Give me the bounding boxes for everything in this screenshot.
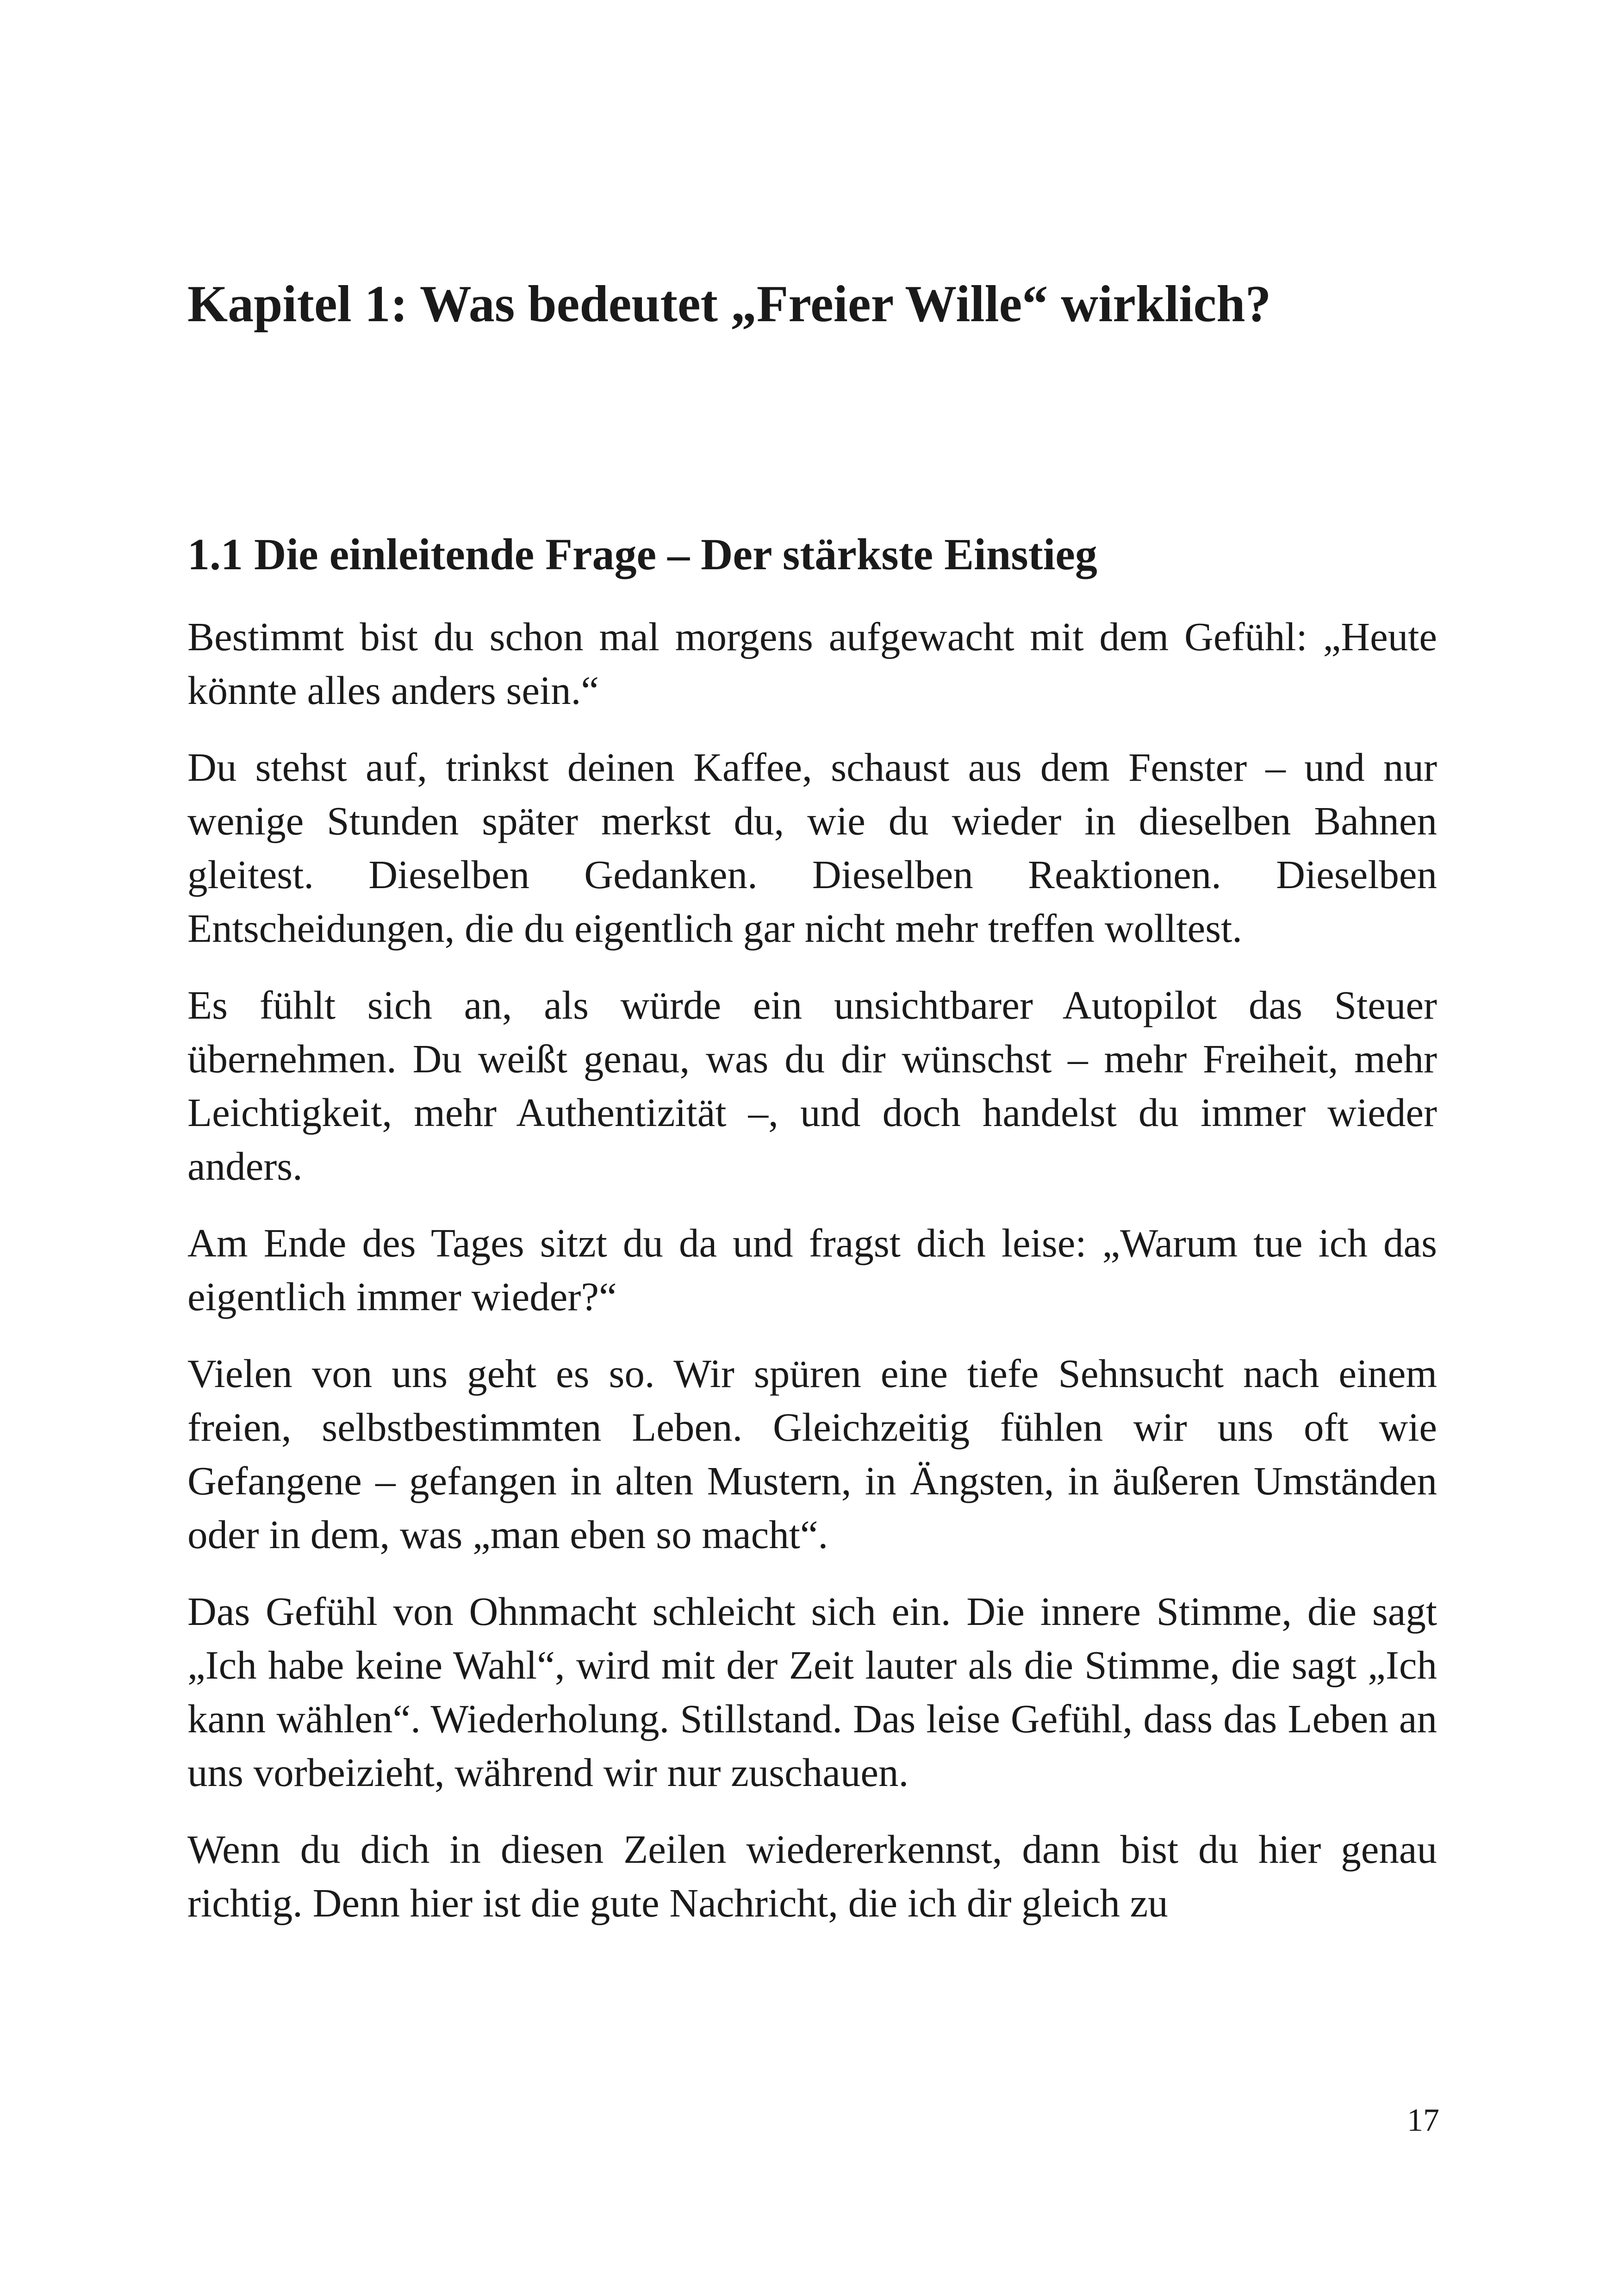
paragraph-7: Wenn du dich in diesen Zeilen wiedererkennst, dann bist du hier genau richtig. Denn hier ist die gute Nachricht, die ich dir gleich zu xyxy=(187,1827,1437,1925)
paragraph-1: Bestimmt bist du schon mal morgens aufgewacht mit dem Gefühl: „Heute könnte alles anders sein.“ xyxy=(187,614,1437,713)
chapter-title: Kapitel 1: Was bedeutet „Freier Wille“ wirklich? xyxy=(187,275,1271,333)
paragraph-4: Am Ende des Tages sitzt du da und fragst dich leise: „Warum tue ich das eigentlich immer wieder?“ xyxy=(187,1220,1437,1319)
body-text xyxy=(187,610,1437,1953)
paragraph-5: Vielen von uns geht es so. Wir spüren eine tiefe Sehnsucht nach einem freien, selbstbestimmten Leben. Gleichzeitig fühlen wir uns oft wie Gefangene – gefangen in alten Mustern, in Ängsten, in äußeren Umständen oder in dem, was „man eben so macht“. xyxy=(187,1351,1437,1557)
page-number: 17 xyxy=(1407,2103,1439,2138)
section-title: 1.1 Die einleitende Frage – Der stärkste Einstieg xyxy=(187,529,1097,579)
paragraph-3: Es fühlt sich an, als würde ein unsichtbarer Autopilot das Steuer übernehmen. Du weißt genau, was du dir wünschst – mehr Freiheit, mehr Leichtigkeit, mehr Authentizität –, und doch handelst du immer wieder anders. xyxy=(187,983,1437,1188)
paragraph-2: Du stehst auf, trinkst deinen Kaffee, schaust aus dem Fenster – und nur wenige Stunden später merkst du, wie du wieder in dieselben Bahnen gleitest. Dieselben Gedanken. Dieselben Reaktionen. Dieselben Entscheidungen, die du eigentlich gar nicht mehr treffen wolltest. xyxy=(187,745,1437,951)
paragraph-6: Das Gefühl von Ohnmacht schleicht sich ein. Die innere Stimme, die sagt „Ich habe keine Wahl“, wird mit der Zeit lauter als die Stimme, die sagt „Ich kann wählen“. Wiederholung. Stillstand. Das leise Gefühl, dass das Leben an uns vorbeizieht, während wir nur zuschauen. xyxy=(187,1589,1437,1795)
